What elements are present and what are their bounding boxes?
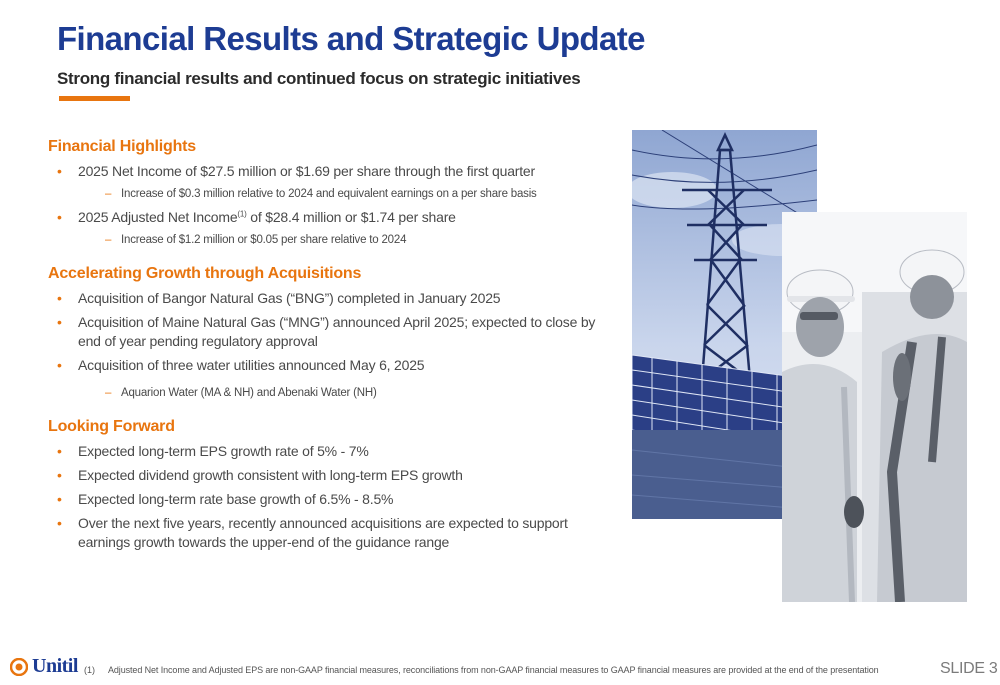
bullet-list: [48, 442, 608, 552]
section-acquisitions: [48, 265, 608, 401]
company-logo: [10, 655, 78, 678]
bullet-item: • Over the next five years, recently announced acquisitions are expected to support earnings growth towards the upper-end of the guidance range: [48, 514, 608, 552]
section-looking-forward: [48, 418, 608, 552]
bullet-item: • Acquisition of Maine Natural Gas (“MNG”) announced April 2025; expected to close by end of year pending regulatory approval: [48, 313, 608, 351]
title-accent-bar: [59, 96, 130, 101]
page-title: Financial Results and Strategic Update: [57, 20, 645, 57]
logo-text: Unitil: [32, 655, 78, 677]
footnote-number: (1): [84, 665, 95, 675]
bullet-item: • Acquisition of three water utilities announced May 6, 2025: [48, 356, 608, 375]
sub-bullet-item: – Increase of $1.2 million or $0.05 per share relative to 2024: [48, 232, 608, 248]
bullet-text: 2025 Adjusted Net Income: [78, 209, 238, 225]
footnote-text: Adjusted Net Income and Adjusted EPS are non-GAAP financial measures, reconciliations from non-GAAP financial measures to GAAP financial measures are provided at the end of the presentation: [108, 665, 879, 675]
section-title: Financial Highlights: [48, 138, 197, 155]
section-title: Looking Forward: [48, 418, 175, 435]
bullet-item: • Expected long-term rate base growth of 6.5% - 8.5%: [48, 490, 608, 509]
bullet-item: • Acquisition of Bangor Natural Gas (“BNG”) completed in January 2025: [48, 289, 608, 308]
slide-number: SLIDE 3: [940, 660, 998, 677]
content-column: [48, 138, 608, 557]
section-financial-highlights: [48, 138, 608, 248]
workers-photo: [782, 212, 967, 602]
page-subtitle: Strong financial results and continued focus on strategic initiatives: [57, 69, 581, 88]
bullet-list: [48, 289, 608, 401]
bullet-item: • Expected long-term EPS growth rate of 5% - 7%: [48, 442, 608, 461]
section-title: Accelerating Growth through Acquisitions: [48, 265, 362, 282]
bullet-list: [48, 162, 608, 248]
unitil-logo-icon: [10, 658, 28, 676]
bullet-item: • Expected dividend growth consistent with long-term EPS growth: [48, 466, 608, 485]
footnote-reference: (1): [237, 209, 247, 219]
sub-bullet-item: – Increase of $0.3 million relative to 2024 and equivalent earnings on a per share basis: [48, 186, 608, 202]
sub-bullet-item: – Aquarion Water (MA & NH) and Abenaki Water (NH): [48, 385, 608, 401]
bullet-item: • 2025 Net Income of $27.5 million or $1.69 per share through the first quarter: [48, 162, 608, 181]
bullet-item: [48, 208, 608, 227]
bullet-text: of $28.4 million or $1.74 per share: [246, 209, 456, 225]
